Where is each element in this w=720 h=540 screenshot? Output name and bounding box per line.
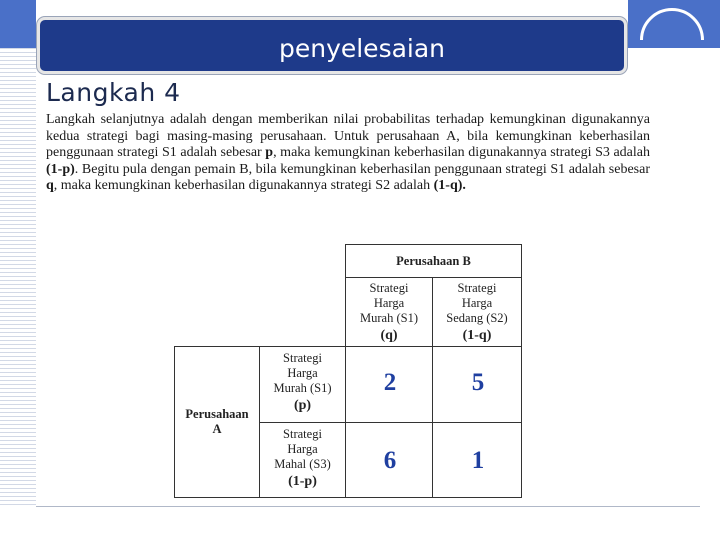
a-strategy-s1-cell [259,346,346,423]
payoff-value-1-2: 5 [471,369,485,396]
b-s1-l3: Murah (S1) [360,311,418,325]
payoff-cell-1-1 [345,346,433,423]
para-text-3: . Begitu pula dengan pemain B, bila kemungkinan keberhasilan penggunaan strategi S1 adalah sebesar [74,161,650,177]
b-s2-l1: Strategi [457,281,497,295]
a-s1-l3: Murah (S1) [273,381,332,395]
payoff-cell-2-2 [432,422,522,498]
b-s1-l2: Harga [373,296,405,310]
company-a-label [175,347,259,437]
left-decor-strip [0,48,36,508]
para-text-4: , maka kemungkinan keberhasilan digunakannya strategi S2 adalah [53,178,434,194]
b-s1-prob: (q) [380,328,398,343]
a-s3-l1: Strategi [283,427,322,441]
para-bold-1-p: (1-p) [46,161,75,177]
para-bold-p: p [265,145,274,161]
a-s1-l1: Strategi [283,351,322,365]
a-strategy-s1-text [260,347,345,413]
para-bold-q: q [46,178,54,194]
slide-title: penyelesaian [278,34,446,63]
payoff-value-2-2: 1 [471,447,485,474]
b-s2-l3: Sedang (S2) [446,311,508,325]
payoff-value-2-1: 6 [383,447,397,474]
a-s3-l3: Mahal (S3) [274,457,331,471]
step-heading: Langkah 4 [46,78,181,107]
payoff-cell-1-2 [432,346,522,423]
explanation-paragraph [46,112,650,195]
company-a-header [174,346,260,498]
para-bold-1-q: (1-q). [433,178,466,194]
a-s1-l2: Harga [287,366,318,380]
company-b-label: Perusahaan B [396,254,471,268]
b-s2-prob: (1-q) [462,328,492,343]
company-a-l2: A [212,422,222,436]
b-s2-l2: Harga [461,296,493,310]
a-strategy-s3-text [260,423,345,489]
payoff-cell-2-1 [345,422,433,498]
b-strategy-s2-text [433,278,521,343]
para-text-1: Langkah selanjutnya adalah dengan memberikan nilai probabilitas terhadap kemungkinan digunakannya kedua strategi bagi masing-masing perusahaan. Untuk perusahaan A, bila kemungkinan keberhasilan penggunaan strategi S1 adalah sebesar [46,112,650,161]
payoff-value-1-1: 2 [383,369,397,396]
a-s3-prob: (1-p) [288,474,317,489]
bottom-divider [36,506,700,507]
company-a-l1: Perusahaan [185,407,249,421]
a-strategy-s3-cell [259,422,346,498]
b-strategy-s2-cell [432,277,522,347]
a-s1-prob: (p) [293,398,312,413]
para-text-2: , maka kemungkinan keberhasilan digunakannya strategi S3 adalah [273,145,651,161]
a-s3-l2: Harga [287,442,318,456]
b-s1-l1: Strategi [369,281,409,295]
title-banner [37,17,627,74]
b-strategy-s1-cell [345,277,433,347]
b-strategy-s1-text [346,278,432,343]
company-b-header [345,244,522,278]
